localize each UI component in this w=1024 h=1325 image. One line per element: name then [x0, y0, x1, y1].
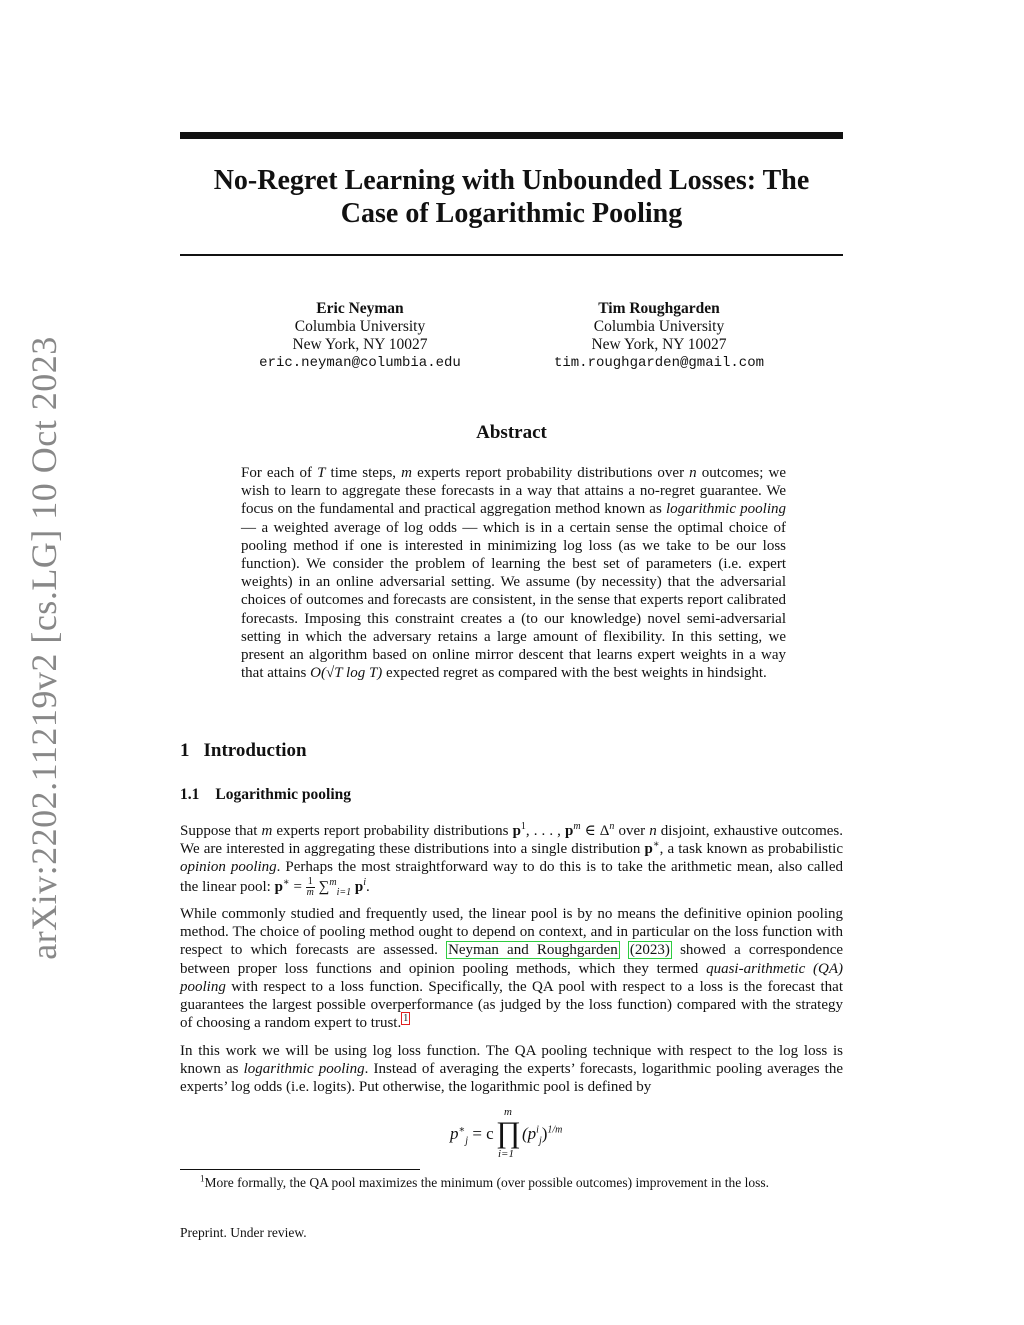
- citation-year-link[interactable]: (2023): [629, 942, 670, 959]
- footnote-rule: [180, 1169, 420, 1170]
- math-text: ): [541, 1124, 548, 1143]
- math-text: = c: [472, 1124, 494, 1143]
- math-sub: i=1: [336, 886, 352, 898]
- math-var: p: [354, 878, 364, 895]
- log-pool-equation: [440, 1106, 590, 1166]
- product-upper-limit: m: [504, 1106, 512, 1118]
- subsection-title: Logarithmic pooling: [215, 786, 352, 803]
- emphasis: logarithmic pooling: [665, 501, 786, 518]
- sum-symbol: ∑: [318, 878, 330, 895]
- math-sub: j: [465, 1135, 469, 1147]
- author-address: New York, NY 10027: [292, 336, 428, 353]
- author-affiliation: Columbia University: [593, 318, 725, 335]
- title-top-rule: [180, 132, 843, 139]
- text: with respect to a loss function. Specifically, the QA pool with respect to a loss is the forecast that guarantees the largest possible overperformance (as judged by the loss function) compared with the strategy of choosing a random expert to trust.: [180, 978, 844, 1032]
- text: Suppose that: [180, 823, 258, 839]
- author-email[interactable]: eric.neyman@columbia.edu: [259, 355, 461, 371]
- abstract-text: — a weighted average of log odds — which is in a certain sense the optimal choice of pooling method if one is interested in minimizing log loss (as we take to be our loss function). We consider the problem of learning the best set of parameters (i.e. expert weights) in an online adversarial setting. We assume (by necessity) that the adversarial choices of outcomes and forecasts are consistent, in the sense that experts report calibrated forecasts. Imposing this constraint creates a (to our knowledge) novel semi-adversarial setting in which the adversary retains a large amount of flexibility. In this setting, we present an algorithm based on online mirror descent that learns expert weights in a way that attains: [241, 519, 786, 682]
- abstract-text: outcomes; we wish to learn to aggregate these forecasts in a way that attains a no-regret guarantee. We focus on the fundamental and practical aggregation method known as: [241, 465, 786, 518]
- math-sup: i: [363, 876, 366, 888]
- preprint-notice: Preprint. Under review.: [180, 1225, 307, 1240]
- math-sup: 1: [520, 821, 526, 832]
- abstract-text: expected regret as compared with the best weights in hindsight.: [386, 665, 767, 682]
- subsection-heading: [180, 786, 351, 804]
- abstract-heading: Abstract: [476, 422, 547, 443]
- math-sup: 1/m: [547, 1124, 563, 1136]
- abstract-body: [241, 464, 786, 682]
- text: disjoint, exhaustive outcomes. We are interested in aggregating these distributions into a single distribution: [180, 823, 844, 858]
- math-var: m: [261, 823, 273, 839]
- math-text: , . . . ,: [525, 823, 561, 839]
- math-var: n: [649, 823, 657, 839]
- paper-title: [180, 164, 843, 230]
- text: . Instead of averaging the experts’ forecasts, logarithmic pooling averages the experts’ log odds (i.e. logits). Put otherwise, the logarithmic pool is defined by: [180, 1061, 844, 1096]
- text: over: [618, 823, 646, 839]
- math-sup: ∗: [652, 839, 660, 851]
- math-var: p: [450, 1124, 459, 1143]
- text: experts report probability distributions: [276, 823, 509, 839]
- author-address: New York, NY 10027: [591, 336, 727, 353]
- title-line-1: No-Regret Learning with Unbounded Losses: The: [213, 165, 810, 196]
- section-number: 1: [180, 740, 190, 761]
- citation-link[interactable]: Neyman and Roughgarden: [448, 942, 618, 959]
- paragraph-3: [180, 1042, 843, 1097]
- product-lower-limit: i=1: [498, 1148, 514, 1160]
- math-sup: ∗: [458, 1124, 466, 1136]
- math-var: n: [689, 465, 697, 481]
- fraction-denominator: m: [306, 886, 314, 898]
- emphasis: opinion pooling: [180, 859, 277, 876]
- math-text: =: [293, 878, 302, 895]
- paragraph-1: [180, 822, 843, 898]
- abstract-text: time steps,: [330, 465, 397, 481]
- math-var: p: [644, 841, 653, 858]
- math-sup: ∗: [282, 876, 290, 888]
- arxiv-sidebar: [8, 335, 80, 960]
- emphasis: logarithmic pooling: [243, 1061, 365, 1078]
- emphasis: quasi-arithmetic (QA) pooling: [180, 960, 844, 995]
- abstract-text: For each of: [241, 465, 312, 481]
- author-name: Eric Neyman: [316, 300, 404, 317]
- footnote-mark: 1: [200, 1173, 205, 1184]
- math-var: p: [274, 878, 283, 895]
- arxiv-identifier: arXiv:2202.11219v2 [cs.LG] 10 Oct 2023: [24, 335, 64, 960]
- author-block-1: [210, 300, 510, 372]
- fraction: [306, 877, 315, 898]
- regret-bound: O(√T log T): [310, 665, 383, 682]
- author-email[interactable]: tim.roughgarden@gmail.com: [553, 355, 765, 371]
- section-heading: [180, 740, 307, 762]
- math-var: m: [401, 465, 412, 481]
- footnote-text: More formally, the QA pool maximizes the minimum (over possible outcomes) improvement in the loss.: [204, 1175, 770, 1190]
- math-var: (p: [522, 1124, 537, 1143]
- product-symbol: ∏: [496, 1116, 521, 1149]
- author-block-2: [509, 300, 809, 372]
- math-var: p: [564, 823, 574, 839]
- title-bottom-rule: [180, 254, 843, 256]
- text: . Perhaps the most straightforward way to do this is to take the arithmetic mean, also called the linear pool:: [180, 859, 844, 895]
- math-sup: m: [329, 876, 337, 888]
- fraction-numerator: 1: [306, 877, 315, 888]
- title-line-2: Case of Logarithmic Pooling: [340, 198, 683, 229]
- math-sup: m: [573, 821, 581, 832]
- math-sub: j: [538, 1135, 542, 1147]
- math-text: ∈ Δ: [584, 823, 610, 839]
- abstract-text: experts report probability distributions over: [417, 465, 685, 481]
- equation-rhs: [522, 1124, 563, 1147]
- text: .: [366, 878, 370, 895]
- footnote: [200, 1175, 769, 1191]
- text: showed a correspondence between proper loss functions and opinion pooling methods, which they termed: [180, 942, 844, 977]
- text: In this work we will be using log loss function. The QA pooling technique with respect to the log loss is known as: [180, 1043, 843, 1078]
- text: While commonly studied and frequently used, the linear pool is by no means the definitive opinion pooling method. The choice of pooling method ought to depend on context, and in particular on the loss function with respect to which forecasts are assessed.: [180, 906, 843, 959]
- subsection-number: 1.1: [180, 786, 200, 803]
- section-title: Introduction: [203, 740, 307, 761]
- paragraph-2: [180, 905, 843, 1032]
- math-sup: n: [609, 821, 615, 832]
- equation-lhs: [450, 1124, 494, 1147]
- math-sup: i: [536, 1124, 539, 1136]
- text: , a task known as probabilistic: [659, 841, 844, 858]
- math-var: p: [512, 823, 521, 839]
- author-affiliation: Columbia University: [294, 318, 426, 335]
- author-name: Tim Roughgarden: [598, 300, 720, 317]
- footnote-link[interactable]: 1: [403, 1013, 409, 1025]
- math-var: T: [317, 465, 326, 481]
